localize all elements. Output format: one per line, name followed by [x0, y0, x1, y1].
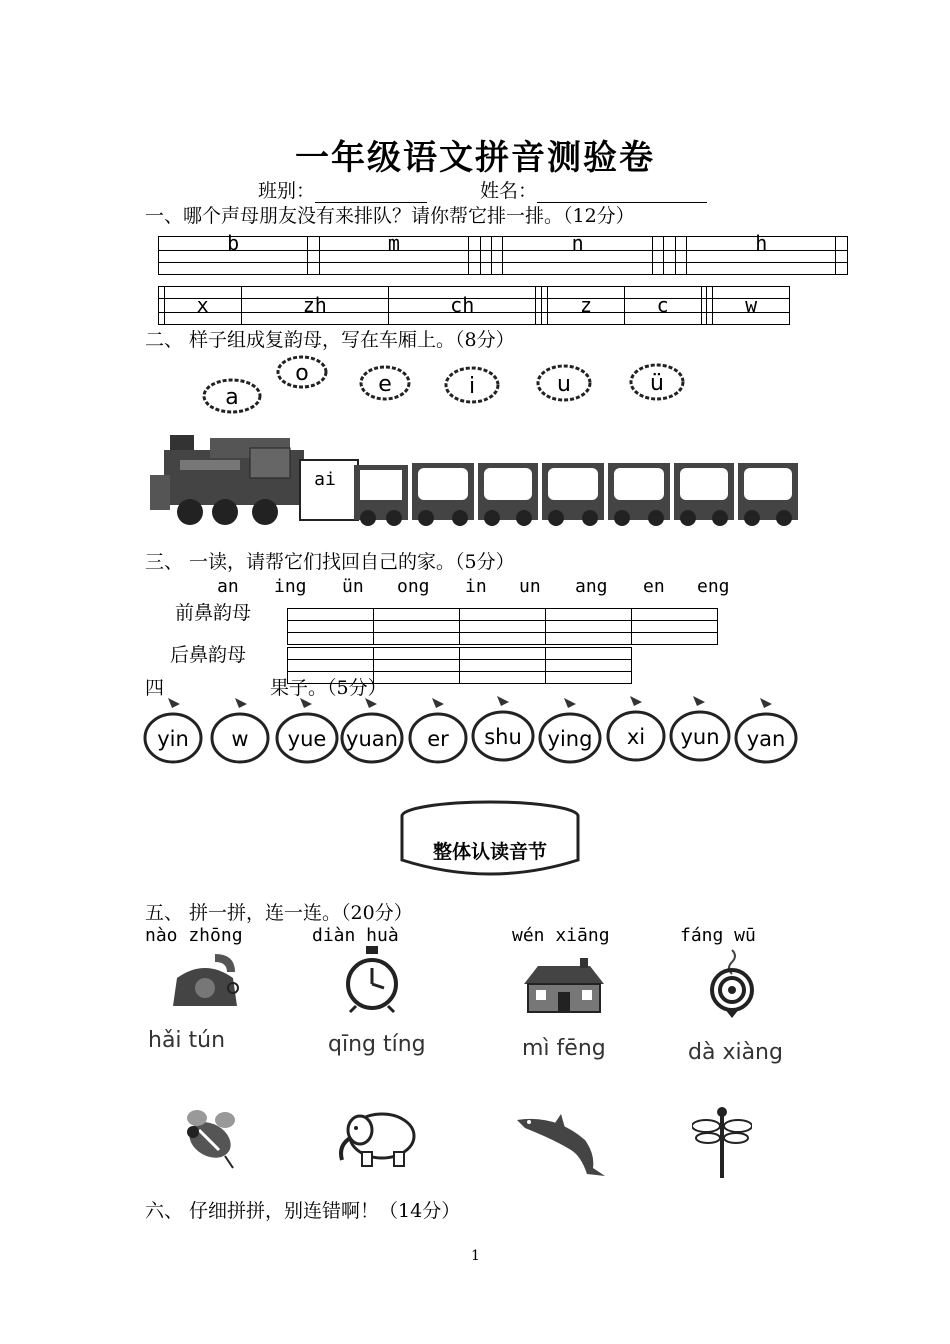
grid-cell[interactable] [652, 237, 663, 251]
train-car[interactable] [412, 463, 474, 526]
pinyin-top-0: nào zhōng [145, 925, 243, 946]
grid-cell[interactable]: h [687, 237, 836, 251]
grid-cell[interactable] [546, 609, 632, 621]
grid-cell[interactable] [460, 609, 546, 621]
pinyin-top-1: diàn huà [312, 925, 399, 946]
apple-syllable: yun [680, 725, 720, 749]
pinyin-mid-1: qīng tíng [328, 1032, 426, 1057]
grid-cell[interactable] [460, 648, 546, 660]
initials-grid-1 [158, 231, 848, 275]
question-2-label: 二、 样子组成复韵母，写在车厢上。（8分） [145, 329, 515, 351]
final-word: ong [397, 576, 430, 597]
apple-icon[interactable] [540, 698, 600, 762]
train-car[interactable] [478, 463, 538, 526]
final-word: in [465, 576, 487, 597]
cloud-icon [361, 367, 409, 399]
grid-cell[interactable] [308, 237, 319, 251]
cloud-letter: e [378, 372, 392, 397]
apple-syllable: xi [626, 725, 646, 749]
train-car[interactable] [738, 463, 798, 526]
cloud-icon [446, 368, 498, 402]
grid-cell[interactable]: ch [388, 299, 535, 313]
question-4-label-a: 四 [145, 677, 165, 699]
train-car[interactable] [542, 463, 604, 526]
dolphin-icon[interactable] [515, 1110, 610, 1180]
grid-cell[interactable] [632, 609, 718, 621]
grid-cell[interactable]: n [503, 237, 652, 251]
pinyin-top-2: wén xiāng [512, 925, 610, 946]
name-field[interactable] [480, 176, 707, 203]
apple-syllable: shu [484, 725, 522, 749]
locomotive-icon [150, 435, 304, 525]
grid-cell[interactable] [288, 609, 374, 621]
final-word: ün [342, 576, 364, 597]
initials-grid-2 [158, 286, 790, 325]
car-answer: ai [314, 469, 336, 490]
alarm-clock-icon[interactable] [340, 944, 404, 1014]
grid-cell[interactable] [374, 609, 460, 621]
train-car[interactable] [608, 463, 670, 526]
train-car[interactable] [674, 463, 734, 526]
apple-syllable: yue [287, 727, 327, 751]
cloud-letter: o [295, 361, 309, 386]
name-label: 姓名： [480, 180, 538, 202]
apple-icon[interactable] [736, 698, 796, 762]
grid-cell[interactable]: m [319, 237, 468, 251]
class-label: 班别： [258, 180, 316, 202]
cloud-icon [278, 357, 326, 387]
grid-cell[interactable] [546, 648, 632, 660]
final-word: ing [274, 576, 307, 597]
drum-basket[interactable] [395, 798, 585, 882]
grid-cell[interactable] [492, 237, 503, 251]
dragonfly-icon[interactable] [692, 1104, 752, 1180]
cloud-letter: ü [650, 371, 664, 396]
apple-icon[interactable] [608, 696, 664, 760]
final-word: ang [575, 576, 608, 597]
apple-syllable: yuan [346, 727, 398, 751]
pinyin-mid-2: mì fēng [522, 1036, 606, 1061]
cloud-icon [631, 365, 683, 399]
grid-cell[interactable]: x [164, 299, 241, 313]
grid-cell[interactable] [374, 648, 460, 660]
apple-icon[interactable] [473, 696, 533, 760]
grid-cell[interactable] [469, 237, 480, 251]
grid-cell[interactable] [836, 237, 848, 251]
alarm-phone-icon[interactable] [165, 948, 245, 1012]
apple-icon[interactable] [671, 696, 729, 760]
apple-icon[interactable] [277, 698, 337, 762]
question-4-label-b: 果子。（5分） [270, 677, 387, 699]
train-car[interactable] [354, 465, 408, 526]
elephant-icon[interactable] [332, 1102, 422, 1168]
pinyin-top-3: fáng wū [680, 925, 756, 946]
pinyin-mid-0: hǎi tún [148, 1028, 226, 1053]
grid-cell[interactable]: b [159, 237, 308, 251]
page-title: 一年级语文拼音测验卷 [295, 138, 655, 178]
apple-syllable: yan [746, 727, 786, 751]
grid-cell[interactable] [675, 237, 686, 251]
train-car[interactable] [300, 460, 358, 520]
question-1-label: 一、哪个声母朋友没有来排队？请你帮它排一排。（12分） [145, 205, 635, 227]
cloud-letter: i [468, 374, 476, 399]
final-word: un [519, 576, 541, 597]
question-3-label: 三、 一读，请帮它们找回自己的家。（5分） [145, 551, 515, 573]
grid-cell[interactable] [288, 648, 374, 660]
front-nasal-label: 前鼻韵母 [175, 602, 252, 624]
grid-cell[interactable] [664, 237, 675, 251]
cloud-letter: a [225, 385, 239, 410]
cloud-icon [204, 380, 260, 412]
class-field[interactable] [258, 176, 427, 203]
apple-icon[interactable] [212, 698, 268, 762]
apple-syllable: yin [157, 727, 189, 751]
drum-label: 整体认读音节 [432, 841, 548, 863]
final-word: eng [697, 576, 730, 597]
grid-cell[interactable]: c [624, 299, 701, 313]
apple-row [140, 692, 810, 772]
cloud-icon [538, 366, 590, 400]
house-icon[interactable] [522, 958, 606, 1014]
front-nasal-grid [287, 608, 718, 645]
apple-icon[interactable] [342, 698, 402, 762]
final-word: en [643, 576, 665, 597]
back-nasal-label: 后鼻韵母 [170, 644, 247, 666]
page-number: 1 [471, 1248, 480, 1264]
pinyin-mid-3: dà xiàng [688, 1040, 783, 1065]
bee-icon[interactable] [175, 1102, 245, 1172]
grid-cell[interactable]: zh [241, 299, 388, 313]
apple-syllable: er [427, 727, 449, 751]
grid-cell[interactable] [480, 237, 491, 251]
final-word: an [217, 576, 239, 597]
mosquito-coil-icon[interactable] [702, 946, 762, 1018]
cloud-letter: u [557, 372, 571, 397]
train-illustration [150, 350, 810, 540]
question-5-label: 五、 拼一拼，连一连。（20分） [145, 902, 413, 924]
apple-syllable: ying [547, 727, 593, 751]
apple-icon[interactable] [410, 698, 466, 762]
apple-icon[interactable] [145, 698, 201, 762]
question-6-label: 六、 仔细拼拼，别连错啊！（14分） [145, 1200, 461, 1222]
grid-cell[interactable]: w [713, 299, 790, 313]
apple-syllable: w [231, 727, 249, 751]
grid-cell[interactable]: z [548, 299, 625, 313]
